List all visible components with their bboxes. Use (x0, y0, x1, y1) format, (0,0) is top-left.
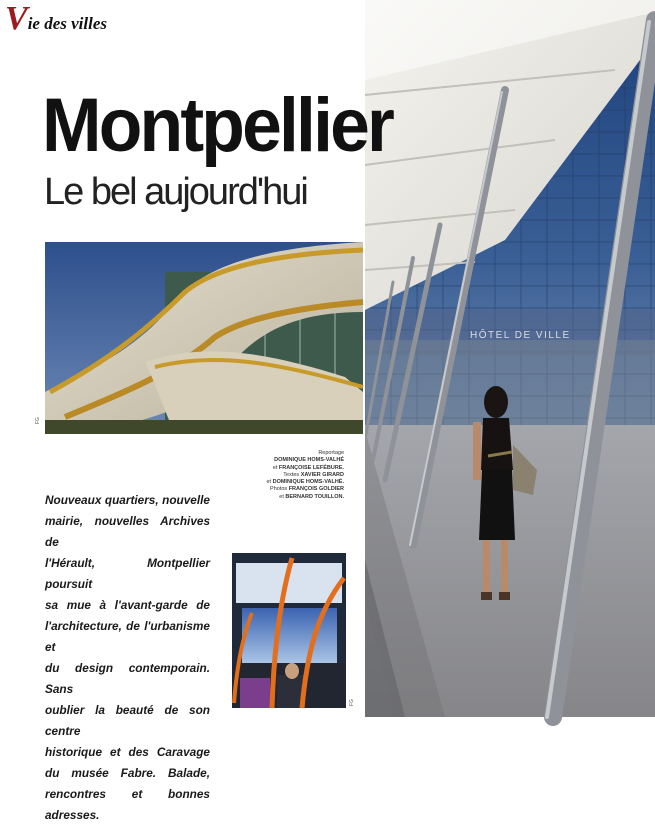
credit-texts-label: Textes (283, 471, 300, 478)
intro-line: sa mue à l'avant-garde de (45, 598, 210, 612)
intro-line: l'architecture, de l'urbanisme et (45, 619, 210, 654)
intro-line: l'Hérault, Montpellier poursuit (45, 556, 210, 591)
photo-credit: FG (35, 417, 41, 424)
intro-line: rencontres et bonnes adresses. (45, 787, 210, 822)
article-credits (224, 450, 344, 501)
credit-joiner: et (272, 464, 278, 471)
section-rubric (5, 0, 107, 37)
credit-joiner: et (279, 493, 284, 500)
rubric-initial: V (5, 0, 27, 37)
credit-photos-label: Photos (270, 486, 288, 493)
photo-tram-interior (232, 553, 346, 708)
intro-paragraph (45, 490, 210, 826)
intro-line: oublier la beauté de son centre (45, 703, 210, 738)
intro-line: du musée Fabre. Balade, (45, 766, 210, 780)
city-hall-sign: HÔTEL DE VILLE (470, 330, 571, 341)
credit-texts-name-2: DOMINIQUE HOMS-VALHÉ. (272, 479, 344, 486)
credit-photos-name-2: BERNARD TOUILLON. (285, 493, 344, 500)
credit-reportage-name-1: DOMINIQUE HOMS-VALHÉ (274, 457, 344, 464)
photo-city-hall-canopy (365, 0, 655, 717)
credit-reportage-name-2: FRANÇOISE LEFÉBURE. (278, 464, 344, 471)
credit-texts-name-1: XAVIER GIRARD (300, 471, 344, 478)
intro-line: historique et des Caravage (45, 745, 210, 759)
page-title: Montpellier (42, 83, 393, 168)
page-subtitle: Le bel aujourd'hui (44, 171, 307, 213)
credit-photos-name-1: FRANÇOIS GOLDIER (288, 486, 344, 493)
intro-line: Nouveaux quartiers, nouvelle (45, 493, 210, 507)
intro-line: du design contemporain. Sans (45, 661, 210, 696)
photo-credit: FG (349, 699, 355, 706)
credit-reportage-label: Reportage (318, 450, 344, 456)
photo-archives-building (45, 242, 363, 434)
credit-joiner: et (266, 479, 272, 486)
intro-line: mairie, nouvelles Archives de (45, 514, 210, 549)
rubric-text: ie des villes (27, 14, 107, 33)
